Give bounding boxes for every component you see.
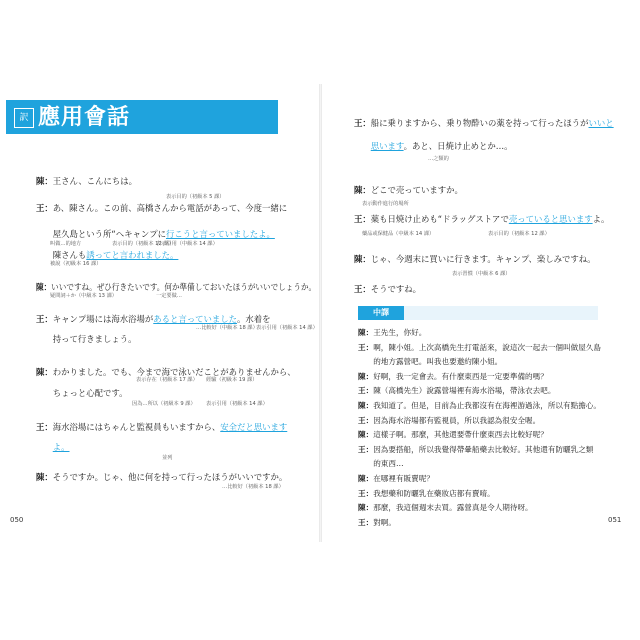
highlighted-grammar: 行こうと言っていましたよ。: [165, 229, 275, 239]
grammar-note: …比較好（初級本 18 課）: [222, 484, 284, 490]
line-text: 船に乗りますから、乗り物酔いの薬を持って行ったほうが: [370, 118, 589, 128]
line-text: キャンプ場には海水浴場が: [52, 314, 154, 324]
translation-line: [358, 518, 396, 528]
book-spread: [6, 84, 634, 542]
line-text: 陳さんも: [52, 250, 87, 260]
dialogue-line: [354, 118, 614, 129]
grammar-note: 因為…所以（初級本 9 課）: [132, 401, 196, 407]
line-text: わかりました。でも、今まで海で泳いだことがありませんから、: [52, 367, 296, 377]
highlighted-grammar: 売っていると思います: [508, 214, 593, 224]
dialogue-line: [36, 282, 316, 293]
translation-text: 我知道了。但是，目前為止我都沒有在海裡游過泳，所以有點擔心。: [373, 401, 601, 410]
speaker-label: [358, 459, 373, 468]
translation-text: 陳（高橋先生）說露營場裡有海水浴場，帶泳衣去吧。: [373, 386, 556, 396]
grammar-note: 表示動作進行的場所: [362, 201, 409, 207]
translation-text: 啊，陳小姐。上次高橋先生打電話來，說這次一起去一個叫做屋久島: [373, 342, 601, 352]
speaker-label: [36, 229, 53, 239]
translation-text: 那麼，我這個週末去買。露營真是令人期待呀。: [373, 503, 533, 513]
left-page: [6, 84, 320, 542]
line-text: 。水着を: [237, 314, 271, 324]
translation-line: [358, 328, 426, 338]
grammar-note: 表示目的（初級本 12 課）: [112, 241, 174, 247]
translation-line: [358, 386, 555, 396]
speaker-label: 陳：: [358, 401, 374, 410]
speaker-label: 陳：: [358, 474, 374, 483]
line-text: どこで売っていますか。: [370, 185, 463, 195]
translation-text: 因為海水浴場都有監視員，所以我認為很安全喔。: [373, 415, 541, 425]
dialogue-line: [36, 229, 275, 240]
translation-line: [358, 343, 601, 353]
grammar-note: 叫做…的地方: [50, 241, 82, 247]
translation-text: 王先生，你好。: [373, 328, 427, 337]
line-text: そうですか。じゃ、他に何を持って行ったほうがいいですか。: [52, 472, 288, 482]
right-page: [322, 84, 634, 542]
translation-line: [358, 372, 548, 382]
dialogue-line: [354, 254, 596, 265]
speaker-label: 陳：: [36, 176, 53, 186]
line-text: 屋久島という所“へキャンプに: [52, 229, 166, 239]
translation-title: 中譯: [358, 306, 404, 320]
grammar-note: 藥品或保健品（中級本 14 課）: [362, 231, 435, 237]
dialogue-line: [36, 334, 137, 345]
section-tag: 訳: [14, 108, 34, 128]
speaker-label: 王：: [358, 342, 374, 352]
translation-text: 的地方露營吧。叫我也要邀約陳小姐。: [373, 357, 503, 367]
line-text: あ、陳さん。この前、高橋さんから電話があって、今度一緒に: [52, 203, 288, 213]
speaker-label: 王：: [358, 386, 374, 396]
speaker-label: [36, 334, 53, 344]
speaker-label: 陳：: [358, 503, 374, 513]
dialogue-line: [36, 422, 287, 433]
speaker-label: 王：: [358, 444, 374, 454]
translation-text: 對啊。: [373, 517, 396, 527]
speaker-label: 陳：: [358, 328, 374, 337]
dialogue-line: [354, 284, 421, 295]
line-text: 持って行きましょう。: [52, 334, 137, 344]
speaker-label: [354, 141, 371, 151]
dialogue-line: [354, 141, 512, 152]
dialogue-line: [36, 176, 137, 187]
speaker-label: 陳：: [354, 185, 371, 195]
highlighted-grammar: 安全だと思います: [220, 422, 288, 432]
dialogue-line: [36, 203, 287, 214]
translation-line: [358, 474, 434, 484]
grammar-note: 疑問詞＋か（中級本 13 課）: [50, 293, 117, 299]
speaker-label: 陳：: [354, 254, 371, 264]
line-text: よ。: [592, 214, 610, 224]
grammar-note: 表示目的（初級本 5 課）: [166, 194, 225, 200]
speaker-label: 王：: [354, 284, 371, 294]
speaker-label: [36, 442, 53, 452]
line-text: いいですね。ぜひ行きたいです。何か準備しておいたほうがいいでしょうか。: [51, 282, 317, 292]
speaker-label: 王：: [358, 517, 374, 527]
grammar-note: 被說（初級本 16 課）: [50, 261, 102, 267]
dialogue-line: [354, 185, 463, 196]
highlighted-grammar: 思います: [370, 141, 404, 151]
translation-line: [358, 430, 548, 440]
translation-text: 在哪裡有販賣呢？: [373, 474, 434, 483]
line-text: じゃ、今週末に買いに行きます。キャンプ、楽しみですね。: [370, 254, 596, 264]
highlighted-grammar: 誘ってと言われました。: [86, 250, 179, 260]
translation-line: [358, 401, 601, 411]
dialogue-line: [36, 388, 127, 399]
grammar-note: 並列: [162, 455, 173, 461]
translation-text: 這樣子啊。那麼，其他還要帶什麼東西去比較好呢？: [373, 430, 548, 440]
speaker-label: 陳：: [36, 282, 52, 292]
speaker-label: 陳：: [36, 472, 53, 482]
speaker-label: 陳：: [358, 371, 374, 381]
grammar-note: …之類的: [428, 156, 449, 162]
speaker-label: [36, 250, 53, 260]
speaker-label: 王：: [358, 488, 374, 498]
grammar-note: 表示習慣（中級本 6 課）: [452, 271, 511, 277]
grammar-note: 一定要做…: [156, 293, 182, 299]
grammar-note: 表示引用（初級本 14 課）: [256, 325, 318, 331]
dialogue-line: [36, 442, 70, 453]
translation-text: 我想藥和防曬乳在藥妝店都有賣唷。: [373, 488, 495, 498]
line-text: ちょっと心配です。: [52, 388, 128, 398]
translation-line: [358, 416, 540, 426]
translation-line: [358, 357, 502, 367]
highlighted-grammar: いいと: [588, 118, 614, 128]
grammar-note: 經驗（初級本 19 課）: [206, 377, 258, 383]
grammar-note: 表示引用（中級本 14 課）: [156, 241, 218, 247]
line-text: そうですね。: [370, 284, 421, 294]
grammar-note: 表示引用（初級本 14 課）: [206, 401, 268, 407]
translation-line: [358, 445, 593, 455]
translation-header: [358, 306, 598, 320]
page-number-right: 051: [608, 516, 622, 524]
translation-line: [358, 489, 495, 499]
translation-text: 好啊，我一定會去。有什麼東西是一定要準備的嗎？: [373, 371, 548, 381]
speaker-label: 王：: [36, 314, 53, 324]
section-header: [6, 100, 278, 134]
dialogue-line: [36, 472, 287, 483]
line-text: 。あと、日焼け止めとか…。: [403, 141, 513, 151]
grammar-note: 表示目的（初級本 12 課）: [488, 231, 550, 237]
section-title: 應用會話: [38, 104, 131, 130]
speaker-label: 王：: [354, 214, 371, 224]
translation-line: [358, 503, 533, 513]
speaker-label: 王：: [36, 422, 53, 432]
translation-text: 因為要搭船，所以我覺得帶暈船藥去比較好。其他還有防曬乳之類: [373, 444, 594, 454]
highlighted-grammar: あると言っていました: [153, 314, 237, 324]
line-text: 王さん、こんにちは。: [52, 176, 138, 186]
page-number-left: 050: [10, 516, 24, 524]
grammar-note: …比較好（中級本 18 課）: [196, 325, 258, 331]
line-text: 薬も日焼け止めも“ドラッグストアで: [370, 214, 509, 224]
dialogue-line: [36, 250, 178, 261]
speaker-label: 王：: [36, 203, 53, 213]
grammar-note: 表示存在（初級本 17 課）: [136, 377, 198, 383]
speaker-label: [36, 388, 53, 398]
speaker-label: 王：: [358, 415, 374, 425]
dialogue-line: [354, 214, 609, 225]
speaker-label: 陳：: [358, 430, 374, 440]
highlighted-grammar: よ。: [52, 442, 70, 452]
speaker-label: [358, 357, 373, 366]
line-text: 海水浴場にはちゃんと監視員もいますから、: [52, 422, 221, 432]
translation-line: [358, 459, 404, 469]
dialogue-line: [36, 314, 271, 325]
speaker-label: 王：: [354, 118, 371, 128]
speaker-label: 陳：: [36, 367, 53, 377]
translation-text: 的東西…: [373, 459, 404, 469]
